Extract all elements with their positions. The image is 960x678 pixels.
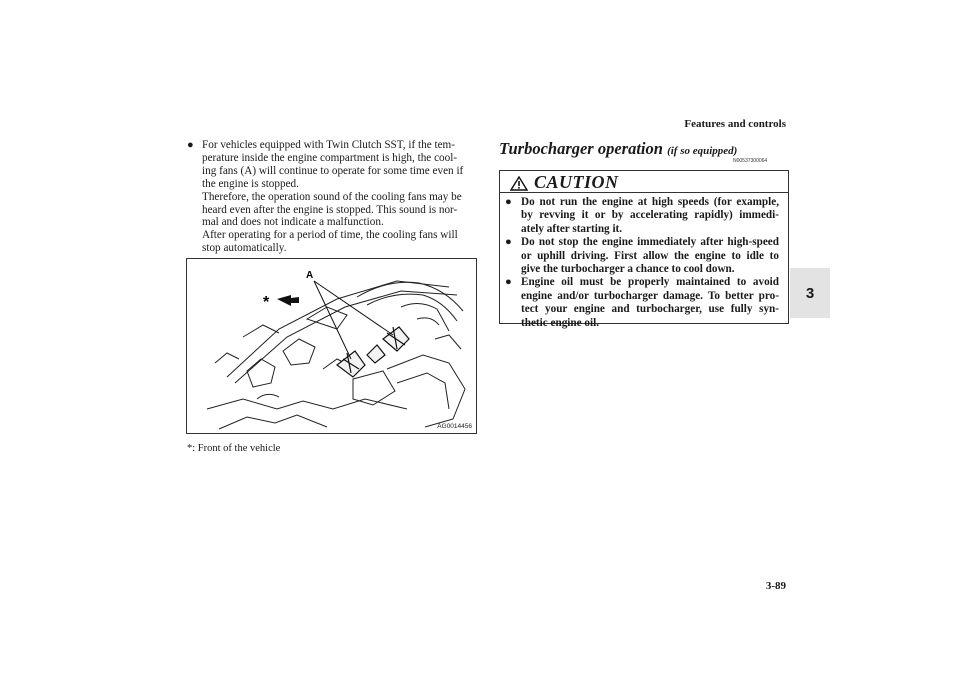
section-title [499,139,737,159]
page-number: 3-89 [765,580,786,592]
caution-line: Engine oil must be properly maintained to avoid [521,276,779,289]
label-a: A [306,270,314,281]
bullet-icon: ● [187,139,194,151]
section-ref-code: N00537300064 [733,158,768,164]
caution-box [499,170,789,329]
caution-item [500,276,788,330]
caution-line: thetic engine oil. [521,316,599,329]
engine-compartment-illustration [186,258,477,434]
caution-line: engine and/or turbocharger damage. To better pro- [521,289,779,302]
caution-line: ately after starting it. [521,222,623,235]
caution-title: CAUTION [534,172,619,192]
caution-line: by revving it or by accelerating rapidly) immedi- [521,209,779,222]
paragraph-line: For vehicles equipped with Twin Clutch SST, if the tem- [202,139,455,151]
paragraph-line: After operating for a period of time, the cooling fans will [202,229,458,242]
caution-header [500,171,788,193]
warning-triangle-icon [510,176,528,191]
caution-line: Do not stop the engine immediately after high-speed [521,236,779,249]
paragraph-line: Therefore, the operation sound of the cooling fans may be [202,190,462,203]
label-star: * [263,294,270,311]
section-subtitle: (if so equipped) [667,145,738,157]
paragraph-line: the engine is stopped. [202,177,299,190]
bullet-icon: ● [505,236,512,249]
chapter-tab [790,268,830,318]
paragraph-line: perature inside the engine compartment is high, the cool- [202,151,458,164]
caution-line: give the turbocharger a chance to cool down. [521,263,735,276]
caution-item [500,196,788,236]
cooling-fan-note [187,139,477,255]
caution-line: or uphill driving. First allow the engine to idle to [521,249,779,262]
engine-line-drawing [187,259,477,434]
front-arrow-icon [277,295,299,306]
caution-item [500,236,788,276]
header-title: Features and controls [684,118,786,130]
paragraph-line: ing fans (A) will continue to operate for some time even if [202,164,464,177]
bullet-icon: ● [505,276,512,289]
chapter-tab-label: 3 [805,284,815,302]
paragraph-line: mal and does not indicate a malfunction. [202,216,384,229]
illustration-id: AG0014456 [437,423,472,430]
section-title-text: Turbocharger operation [499,139,663,158]
caution-list [500,196,788,330]
bullet-icon: ● [505,196,512,208]
caution-line: tect your engine and turbocharger, use fully syn- [521,303,779,316]
paragraph-line: stop automatically. [202,242,287,255]
footnote: *: Front of the vehicle [187,443,281,454]
caution-line: Do not run the engine at high speeds (for example, [521,196,779,208]
paragraph-line: heard even after the engine is stopped. This sound is nor- [202,203,458,216]
